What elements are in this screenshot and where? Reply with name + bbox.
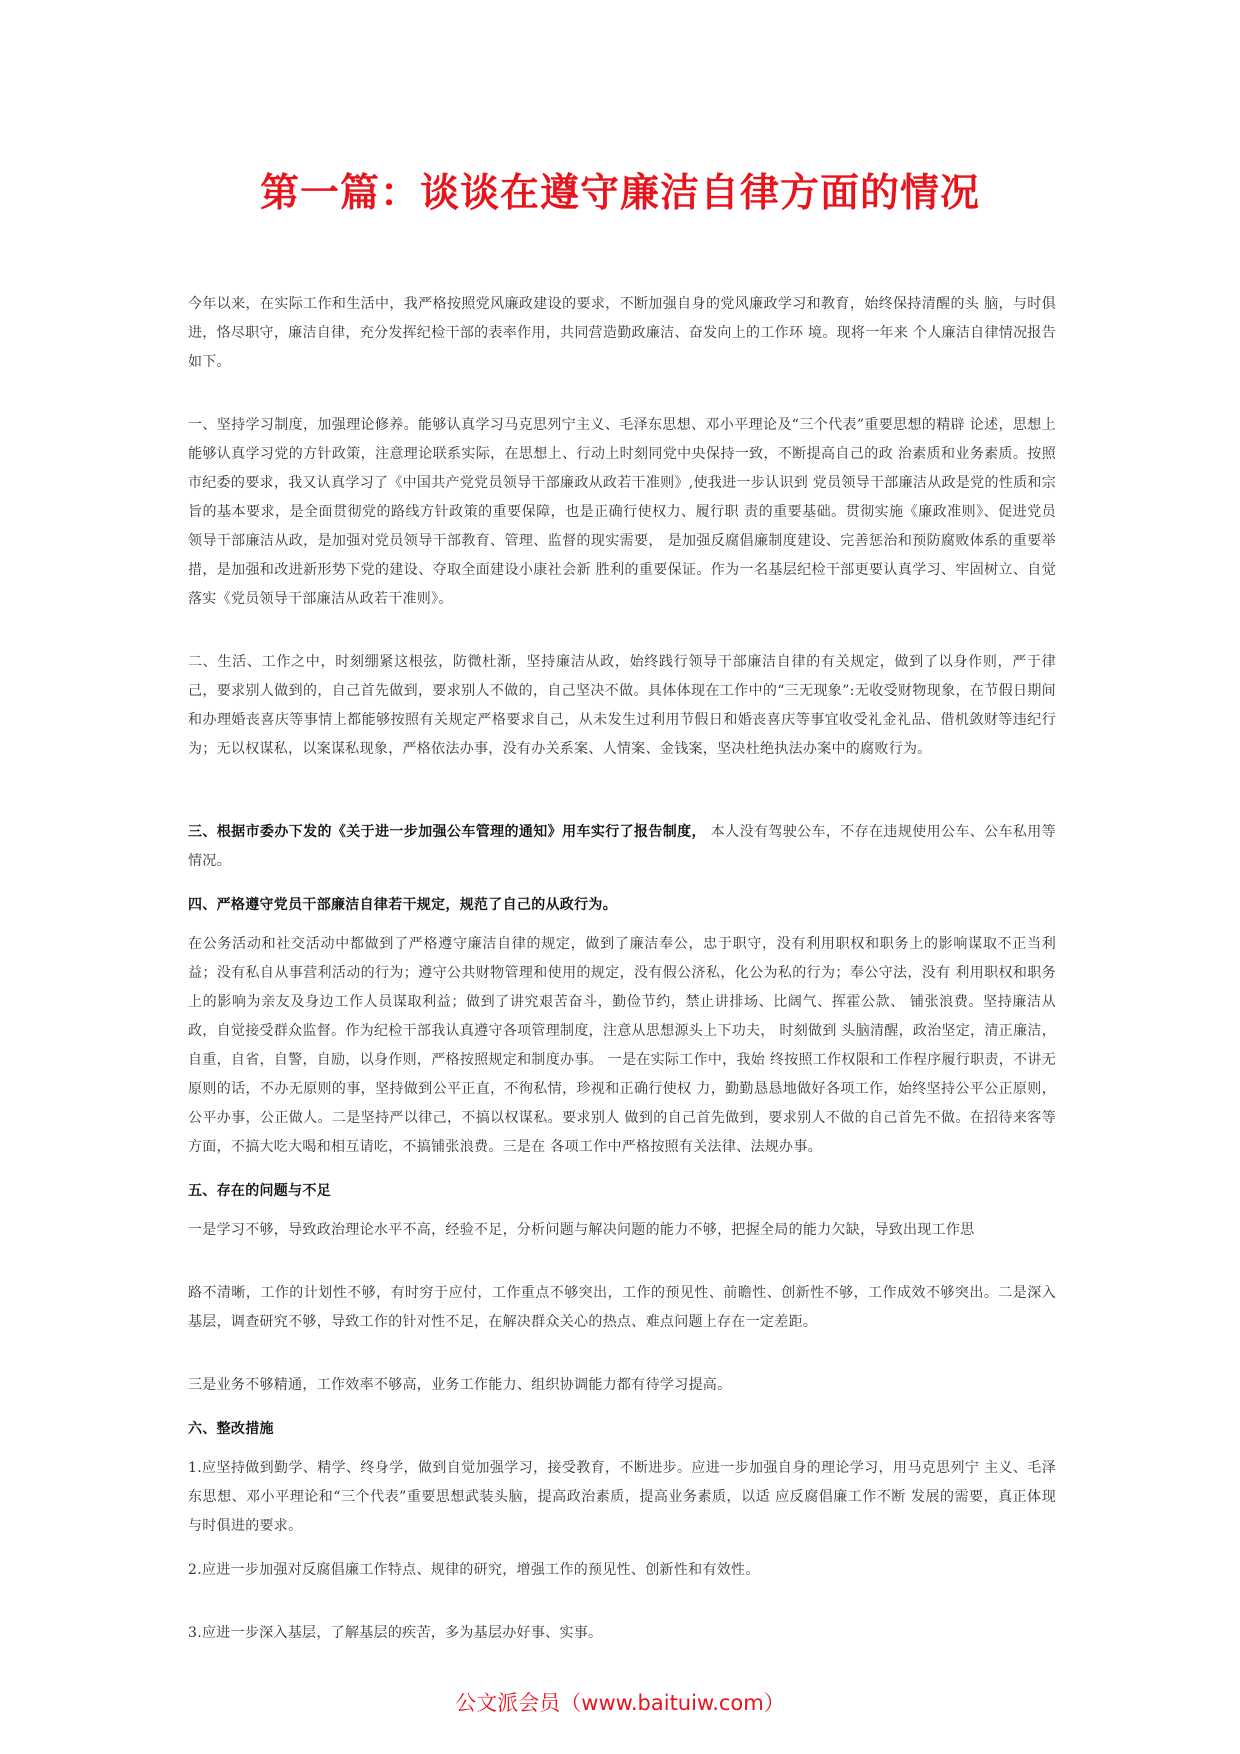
measure-2: 2.应进一步加强对反腐倡廉工作特点、规律的研究，增强工作的预见性、创新性和有效性。 [188,1562,760,1578]
footer-watermark: 公文派会员（www.baituiw.com） [455,1691,785,1715]
section-4-heading: 四、严格遵守党员干部廉洁自律若干规定，规范了自己的从政行为。 [188,897,617,913]
section-5-paragraph-2: 路不清晰，工作的计划性不够，有时穷于应付，工作重点不够突出，工作的预见性、前瞻性、创新性不够，工作成效不够突出。二是深入基层，调查研究不够，导致工作的针对性不足，在解决群众关心的热点、难点问题上存在一定差距。 [188,1285,1056,1330]
section-6-heading: 六、整改措施 [188,1421,274,1437]
section-3-heading: 三、根据市委办下发的《关于进一步加强公车管理的通知》用车实行了报告制度， [188,824,706,840]
section-5-paragraph-1: 一是学习不够，导致政治理论水平不高，经验不足，分析问题与解决问题的能力不够，把握全局的能力欠缺，导致出现工作思 [188,1222,975,1238]
intro-paragraph: 今年以来，在实际工作和生活中，我严格按照党风廉政建设的要求，不断加强自身的党风廉政学习和教育，始终保持清醒的头 脑，与时俱进，恪尽职守，廉洁自律，充分发挥纪检干部的表率作用，共同营造勤政廉洁、奋发向上的工作环 境。现将一年来 个人廉洁自律情况报告如下。 [188,296,1056,370]
measure-3: 3.应进一步深入基层，了解基层的疾苦，多为基层办好事、实事。 [188,1625,603,1641]
section-3-text: 本人没有驾驶公车，不存在违规使用公车、公车私用等情况。 [188,824,1056,869]
document-body [188,290,1056,1663]
measure-1: 1.应坚持做到勤学、精学、终身学，做到自觉加强学习，接受教育，不断进步。应进一步加强自身的理论学习，用马克思列宁 主义、毛泽东思想、邓小平理论和“三个代表”重要思想武装头脑，提高政治素质，提高业务素质，以适 应反腐倡廉工作不断 发展的需要，真正体现与时俱进的要求。 [188,1460,1056,1534]
section-2-paragraph: 二、生活、工作之中，时刻绷紧这根弦，防微杜渐，坚持廉洁从政，始终践行领导干部廉洁自律的有关规定，做到了以身作则，严于律己，要求别人做到的，自己首先做到，要求别人不做的，自己坚决不做。具体体现在工作中的“三无现象”:无收受财物现象，在节假日期间和办理婚丧喜庆等事情上都能够按照有关规定严格要求自己，从未发生过利用节假日和婚丧喜庆等事宜收受礼金礼品、借机敛财等违纪行为；无以权谋私，以案谋私现象，严格依法办事，没有办关系案、人情案、金钱案，坚决杜绝执法办案中的腐败行为。 [188,654,1056,757]
section-5-paragraph-3: 三是业务不够精通，工作效率不够高，业务工作能力、组织协调能力都有待学习提高。 [188,1377,732,1393]
document-title: 第一篇：谈谈在遵守廉洁自律方面的情况 [259,171,980,216]
section-1-paragraph: 一、坚持学习制度，加强理论修养。能够认真学习马克思列宁主义、毛泽东思想、邓小平理论及“三个代表”重要思想的精辟 论述，思想上能够认真学习党的方针政策，注意理论联系实际，在思想上、行动上时刻同党中央保持一致，不断提高自己的政 治素质和业务素质。按照市纪委的要求，我又认真学习了《中国共产党党员领导干部廉政从政若干准则》,使我进一步认识到 党员领导干部廉洁从政是党的性质和宗旨的基本要求，是全面贯彻党的路线方针政策的重要保障，也是正确行使权力、履行职 责的重要基础。贯彻实施《廉政准则》、促进党员领导干部廉洁从政，是加强对党员领导干部教育、管理、监督的现实需要， 是加强反腐倡廉制度建设、完善惩治和预防腐败体系的重要举措，是加强和改进新形势下党的建设、夺取全面建设小康社会新 胜利的重要保证。作为一名基层纪检干部更要认真学习、牢固树立、自觉落实《党员领导干部廉洁从政若干准则》。 [188,417,1056,607]
section-3-paragraph [188,818,1056,876]
section-4-paragraph: 在公务活动和社交活动中都做到了严格遵守廉洁自律的规定，做到了廉洁奉公，忠于职守，没有利用职权和职务上的影响谋取不正当利益；没有私自从事营利活动的行为；遵守公共财物管理和使用的规定，没有假公济私，化公为私的行为；奉公守法，没有 利用职权和职务上的影响为亲友及身边工作人员谋取利益；做到了讲究艰苦奋斗，勤俭节约，禁止讲排场、比阔气、挥霍公款、 铺张浪费。坚持廉洁从政，自觉接受群众监督。作为纪检干部我认真遵守各项管理制度，注意从思想源头上下功夫， 时刻做到 头脑清醒，政治坚定，清正廉洁，自重，自省，自警，自励，以身作则，严格按照规定和制度办事。 一是在实际工作中，我始 终按照工作权限和工作程序履行职责，不讲无原则的话，不办无原则的事，坚持做到公平正直，不徇私情，珍视和正确行使权 力，勤勤恳恳地做好各项工作，始终坚持公平公正原则，公平办事，公正做人。二是坚持严以律己，不搞以权谋私。要求别人 做到的自己首先做到，要求别人不做的自己首先不做。在招待来客等方面，不搞大吃大喝和相互请吃，不搞铺张浪费。三是在 各项工作中严格按照有关法律、法规办事。 [188,936,1056,1155]
section-5-heading: 五、存在的问题与不足 [188,1183,331,1199]
